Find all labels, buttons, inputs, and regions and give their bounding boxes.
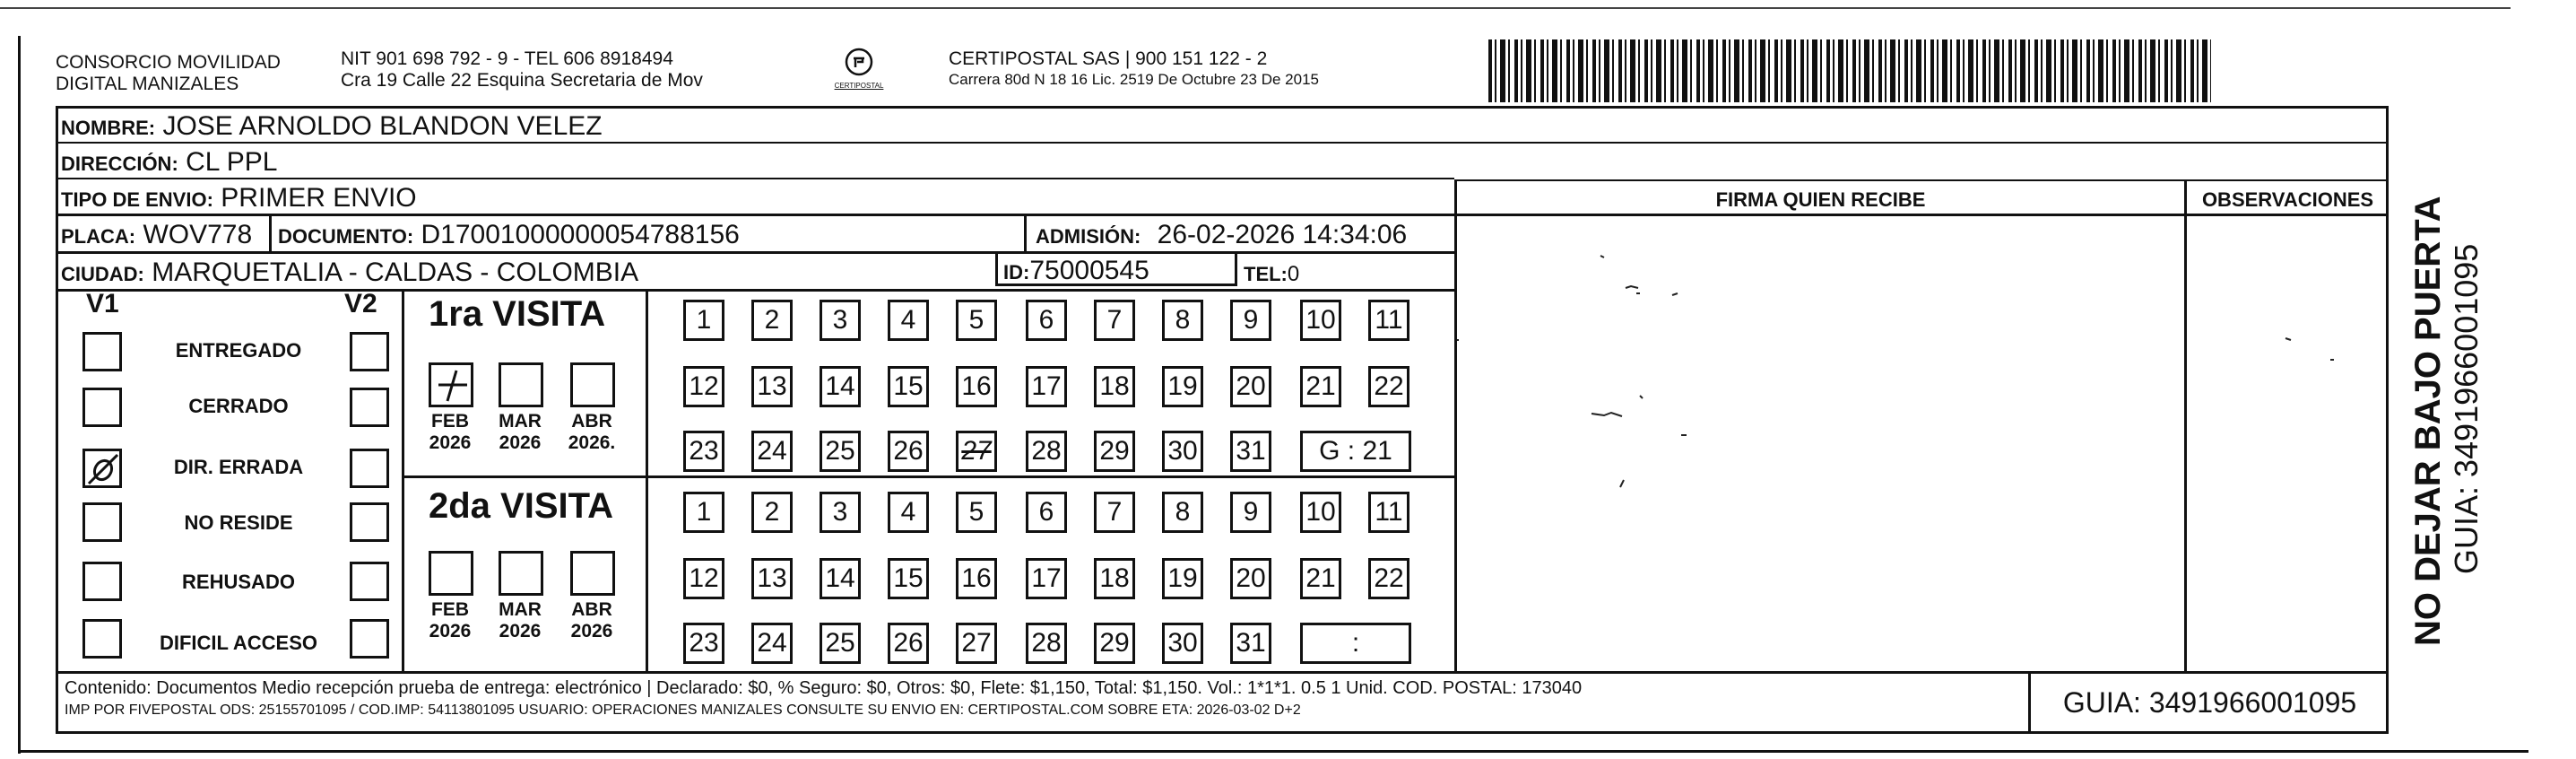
second-visit-day-2[interactable] [751, 492, 793, 533]
first-visit-day-28[interactable] [1026, 431, 1067, 472]
id-value: 75000545 [1029, 256, 1149, 285]
month-days-divider-1 [646, 289, 648, 671]
side-guia [2448, 161, 2485, 574]
day-number: 10 [1305, 497, 1336, 527]
day-number: 5 [968, 497, 984, 527]
day-number: 12 [689, 371, 719, 401]
tel-box [1244, 257, 1299, 288]
ciudad-cell [61, 257, 638, 288]
footer-guia-box [2028, 671, 2389, 734]
firma-area [1454, 214, 2184, 671]
second-visit-day-21[interactable] [1300, 558, 1341, 599]
second-visit-day-28[interactable] [1026, 623, 1067, 664]
firma-header [1454, 179, 2184, 214]
day-number: 17 [1031, 371, 1062, 401]
day-number: 21 [1305, 371, 1336, 401]
first-visit-day-8[interactable] [1162, 300, 1203, 341]
day-number: 6 [1038, 497, 1054, 527]
year-label: 2026 [429, 432, 472, 453]
second-visit-day-26[interactable] [888, 623, 929, 664]
month-label: ABR [571, 411, 612, 432]
first-visit-title: 1ra VISITA [429, 294, 606, 334]
certi-line2: Carrera 80d N 18 16 Lic. 2519 De Octubre 23 De 2015 [949, 71, 1319, 88]
placa-divider [269, 216, 272, 252]
admision-value: 26-02-2026 14:34:06 [1157, 220, 1408, 249]
first-visit-day-17[interactable] [1026, 366, 1067, 407]
day-number: 30 [1167, 436, 1198, 466]
first-visit-day-23[interactable] [683, 431, 724, 472]
day-number: 16 [961, 371, 992, 401]
second-visit-day-19[interactable] [1162, 558, 1203, 599]
second-visit-day-24[interactable] [751, 623, 793, 664]
day-number: 7 [1106, 497, 1123, 527]
day-number: 9 [1243, 497, 1259, 527]
first-visit-day-4[interactable] [888, 300, 929, 341]
second-visit-time-box[interactable] [1300, 623, 1411, 664]
second-visit-title: 2da VISITA [429, 486, 613, 526]
day-number: 24 [757, 628, 787, 658]
v2-checkbox-cerrado[interactable] [350, 388, 389, 427]
day-number: 17 [1031, 563, 1062, 593]
second-visit-day-5[interactable] [956, 492, 997, 533]
second-visit-day-14[interactable] [820, 558, 861, 599]
first-visit-day-31[interactable] [1230, 431, 1271, 472]
observaciones-marks [2187, 216, 2391, 674]
status-dificil-acceso: DIFICIL ACCESO [159, 632, 317, 654]
day-number: 8 [1175, 497, 1191, 527]
day-number: 6 [1038, 305, 1054, 335]
day-number: 30 [1167, 628, 1198, 658]
second-visit-day-18[interactable] [1094, 558, 1135, 599]
year-label: 2026. [568, 432, 616, 453]
side-warning [2408, 108, 2449, 646]
side-guia-text: GUIA: 3491966001095 [2448, 243, 2485, 574]
first-month-mar-box[interactable] [499, 362, 543, 407]
day-number: 18 [1099, 371, 1130, 401]
second-visit-day-11[interactable] [1368, 492, 1409, 533]
second-visit-day-6[interactable] [1026, 492, 1067, 533]
first-visit-day-21[interactable] [1300, 366, 1341, 407]
logo-caption: CERTIPOSTAL [834, 82, 884, 90]
observaciones-header [2184, 179, 2389, 214]
status-rehusado: REHUSADO [182, 571, 295, 593]
second-visit-day-22[interactable] [1368, 558, 1409, 599]
first-month-abr [567, 411, 617, 454]
second-visit-day-1[interactable] [683, 492, 724, 533]
first-visit-day-5[interactable] [956, 300, 997, 341]
first-month-feb [425, 411, 475, 454]
direccion-value: CL PPL [186, 147, 278, 177]
first-visit-day-25[interactable] [820, 431, 861, 472]
first-visit-time-box[interactable] [1300, 431, 1411, 472]
first-visit-day-13[interactable] [751, 366, 793, 407]
day-number: 8 [1175, 305, 1191, 335]
day-number: 7 [1106, 305, 1123, 335]
time-value: G : 21 [1319, 436, 1392, 466]
firma-header-text: FIRMA QUIEN RECIBE [1715, 188, 1926, 211]
month-label: FEB [431, 411, 469, 432]
day-number: 11 [1375, 497, 1403, 527]
day-number: 29 [1099, 436, 1130, 466]
admision-box [1024, 216, 1454, 252]
first-visit-day-10[interactable] [1300, 300, 1341, 341]
year-label: 2026 [499, 432, 542, 453]
second-visit-day-8[interactable] [1162, 492, 1203, 533]
second-month-abr [567, 599, 617, 642]
day-number: 13 [757, 371, 787, 401]
first-month-feb-box[interactable] [429, 362, 473, 407]
second-visit-day-13[interactable] [751, 558, 793, 599]
first-visit-day-7[interactable] [1094, 300, 1135, 341]
day-number: 14 [825, 563, 855, 593]
v2-checkbox-rehusado[interactable] [350, 562, 389, 601]
second-visit-day-20[interactable] [1230, 558, 1271, 599]
placa-label: PLACA: [61, 225, 136, 248]
v1-checkbox-cerrado[interactable] [82, 388, 122, 427]
first-visit-day-9[interactable] [1230, 300, 1271, 341]
tipo-value: PRIMER ENVIO [221, 183, 417, 213]
day-number: 20 [1236, 371, 1266, 401]
first-visit-day-12[interactable] [683, 366, 724, 407]
day-number: 10 [1305, 305, 1336, 335]
v2-checkbox-dir-errada[interactable] [350, 449, 389, 488]
month-label: MAR [499, 411, 542, 432]
day-number: 5 [968, 305, 984, 335]
placa-value: WOV778 [143, 220, 253, 249]
footer-line2: IMP POR FIVEPOSTAL ODS: 25155701095 / COD.IMP: 54113801095 USUARIO: OPERACIONES MANIZALES CONSULTE SU ENVIO EN: CERTIPOSTAL.COM SOBRE ETA: 2026-03-02 D+2 [65, 702, 1301, 718]
second-visit-day-29[interactable] [1094, 623, 1135, 664]
day-number: 2 [764, 305, 780, 335]
second-visit-day-7[interactable] [1094, 492, 1135, 533]
day-number: 27 [961, 436, 992, 466]
second-month-abr-box[interactable] [570, 551, 615, 596]
placa-cell [61, 220, 252, 250]
second-month-mar [495, 599, 545, 642]
day-number: 31 [1236, 436, 1266, 466]
year-label: 2026 [429, 621, 472, 641]
v2-checkbox-entregado[interactable] [350, 332, 389, 371]
day-number: 28 [1031, 436, 1062, 466]
day-number: 3 [832, 305, 848, 335]
first-visit-day-1[interactable] [683, 300, 724, 341]
second-visit-day-10[interactable] [1300, 492, 1341, 533]
first-month-abr-box[interactable] [570, 362, 615, 407]
second-month-feb [425, 599, 475, 642]
second-visit-day-15[interactable] [888, 558, 929, 599]
day-number: 18 [1099, 563, 1130, 593]
second-visit-day-31[interactable] [1230, 623, 1271, 664]
visit-divider [402, 475, 1454, 478]
observaciones-header-text: OBSERVACIONES [2201, 188, 2374, 211]
page-border-top [0, 7, 2511, 9]
v2-checkbox-no-reside[interactable] [350, 502, 389, 542]
nit-line2: Cra 19 Calle 22 Esquina Secretaria de Mov [341, 70, 703, 91]
checkmark-icon [85, 451, 121, 487]
nombre-row [56, 108, 2389, 142]
v1-checkbox-entregado[interactable] [82, 332, 122, 371]
company-nit [341, 48, 703, 92]
second-visit-day-9[interactable] [1230, 492, 1271, 533]
day-number: 21 [1305, 563, 1336, 593]
first-visit-day-30[interactable] [1162, 431, 1203, 472]
v1-checkbox-dir-errada[interactable] [82, 449, 122, 488]
day-number: 19 [1167, 563, 1198, 593]
footer-line1: Contenido: Documentos Medio recepción prueba de entrega: electrónico | Declarado: $0, % Seguro: $0, Otros: $0, Flete: $1,150, Total: $1,150. Vol.: 1*1*1. 0.5 1 Unid. COD. POSTAL: 173040 [65, 678, 1583, 698]
day-number: 28 [1031, 628, 1062, 658]
second-visit-day-17[interactable] [1026, 558, 1067, 599]
day-number: 19 [1167, 371, 1198, 401]
day-number: 16 [961, 563, 992, 593]
footer-info [65, 676, 2019, 721]
company-line1: CONSORCIO MOVILIDAD [56, 52, 281, 73]
v1-checkbox-rehusado[interactable] [82, 562, 122, 601]
day-number: 23 [689, 436, 719, 466]
day-number: 22 [1374, 563, 1404, 593]
day-number: 15 [893, 563, 924, 593]
nombre-value: JOSE ARNOLDO BLANDON VELEZ [162, 111, 603, 141]
day-number: 25 [825, 436, 855, 466]
first-month-mar [495, 411, 545, 454]
ciudad-row [56, 251, 1454, 289]
nombre-label: NOMBRE: [61, 117, 156, 139]
certipostal-logo [834, 47, 884, 90]
observaciones-area [2184, 214, 2389, 671]
second-visit-day-23[interactable] [683, 623, 724, 664]
first-visit-day-22[interactable] [1368, 366, 1409, 407]
day-number: 2 [764, 497, 780, 527]
second-visit-day-16[interactable] [956, 558, 997, 599]
v1-checkbox-no-reside[interactable] [82, 502, 122, 542]
second-visit-day-30[interactable] [1162, 623, 1203, 664]
direccion-row [56, 142, 2389, 178]
footer-guia: GUIA: 3491966001095 [2062, 685, 2357, 719]
day-number: 13 [757, 563, 787, 593]
v2-label: V2 [344, 289, 377, 318]
ciudad-value: MARQUETALIA - CALDAS - COLOMBIA [152, 257, 639, 287]
status-dir-errada: DIR. ERRADA [173, 456, 304, 478]
handwritten-mark-icon [431, 365, 471, 405]
day-number: 24 [757, 436, 787, 466]
documento-label: DOCUMENTO: [278, 225, 414, 248]
day-number: 12 [689, 563, 719, 593]
day-number: 1 [696, 497, 712, 527]
second-visit-day-27[interactable] [956, 623, 997, 664]
day-number: 1 [696, 305, 712, 335]
tel-value: 0 [1287, 262, 1300, 286]
second-visit-day-12[interactable] [683, 558, 724, 599]
day-number: 22 [1374, 371, 1404, 401]
first-visit-day-15[interactable] [888, 366, 929, 407]
nit-line1: NIT 901 698 792 - 9 - TEL 606 8918494 [341, 48, 673, 69]
first-visit-day-18[interactable] [1094, 366, 1135, 407]
v1-label: V1 [86, 289, 119, 318]
month-label: ABR [571, 599, 612, 620]
company-line2: DIGITAL MANIZALES [56, 74, 239, 94]
certi-line1: CERTIPOSTAL SAS | 900 151 122 - 2 [949, 48, 1268, 69]
barcode [1488, 39, 2211, 102]
day-number: 11 [1375, 305, 1403, 335]
v2-checkbox-dificil-acceso[interactable] [350, 619, 389, 659]
placa-row [56, 214, 1454, 251]
visits-panel [402, 289, 1454, 671]
day-number: 27 [961, 628, 992, 658]
status-cerrado: CERRADO [188, 395, 289, 417]
page-border-bottom [18, 750, 2528, 753]
second-visit-day-4[interactable] [888, 492, 929, 533]
second-visit-day-3[interactable] [820, 492, 861, 533]
tel-label: TEL: [1244, 263, 1288, 285]
status-entregado: ENTREGADO [175, 339, 302, 362]
month-label: MAR [499, 599, 542, 620]
signature-marks [1457, 216, 2187, 674]
first-visit-day-2[interactable] [751, 300, 793, 341]
first-visit-day-16[interactable] [956, 366, 997, 407]
year-label: 2026 [570, 621, 613, 641]
direccion-label: DIRECCIÓN: [61, 153, 178, 175]
documento-value: D17001000000054788156 [421, 220, 740, 249]
id-box [995, 254, 1237, 286]
second-visit-day-25[interactable] [820, 623, 861, 664]
month-label: FEB [431, 599, 469, 620]
year-label: 2026 [499, 621, 542, 641]
day-number: 26 [893, 628, 924, 658]
company-name [56, 52, 281, 95]
tipo-row [56, 178, 1454, 214]
first-visit-day-19[interactable] [1162, 366, 1203, 407]
logo-icon [844, 47, 874, 77]
day-number: 29 [1099, 628, 1130, 658]
first-visit-day-6[interactable] [1026, 300, 1067, 341]
day-number: 9 [1243, 305, 1259, 335]
admision-label: ADMISIÓN: [1036, 225, 1141, 248]
first-visit-day-3[interactable] [820, 300, 861, 341]
id-label: ID: [1003, 261, 1030, 284]
day-number: 31 [1236, 628, 1266, 658]
first-visit-day-20[interactable] [1230, 366, 1271, 407]
day-number: 15 [893, 371, 924, 401]
day-number: 20 [1236, 563, 1266, 593]
day-number: 4 [900, 305, 916, 335]
documento-cell [278, 220, 740, 250]
page-border-left [18, 36, 21, 754]
second-month-feb-box[interactable] [429, 551, 473, 596]
v1-checkbox-dificil-acceso[interactable] [82, 619, 122, 659]
day-number: 4 [900, 497, 916, 527]
day-number: 25 [825, 628, 855, 658]
first-visit-day-26[interactable] [888, 431, 929, 472]
first-visit-day-27[interactable] [956, 431, 997, 472]
day-number: 14 [825, 371, 855, 401]
second-month-mar-box[interactable] [499, 551, 543, 596]
time-value: : [1351, 628, 1360, 658]
certipostal-info [949, 48, 1319, 90]
day-number: 26 [893, 436, 924, 466]
ciudad-label: CIUDAD: [61, 263, 144, 285]
first-visit-day-29[interactable] [1094, 431, 1135, 472]
no-dejar-bajo-puerta: NO DEJAR BAJO PUERTA [2408, 196, 2448, 646]
day-number: 23 [689, 628, 719, 658]
first-visit-day-24[interactable] [751, 431, 793, 472]
day-number: 3 [832, 497, 848, 527]
first-visit-day-11[interactable] [1368, 300, 1409, 341]
status-no-reside: NO RESIDE [184, 511, 293, 534]
tipo-label: TIPO DE ENVIO: [61, 188, 213, 211]
first-visit-day-14[interactable] [820, 366, 861, 407]
